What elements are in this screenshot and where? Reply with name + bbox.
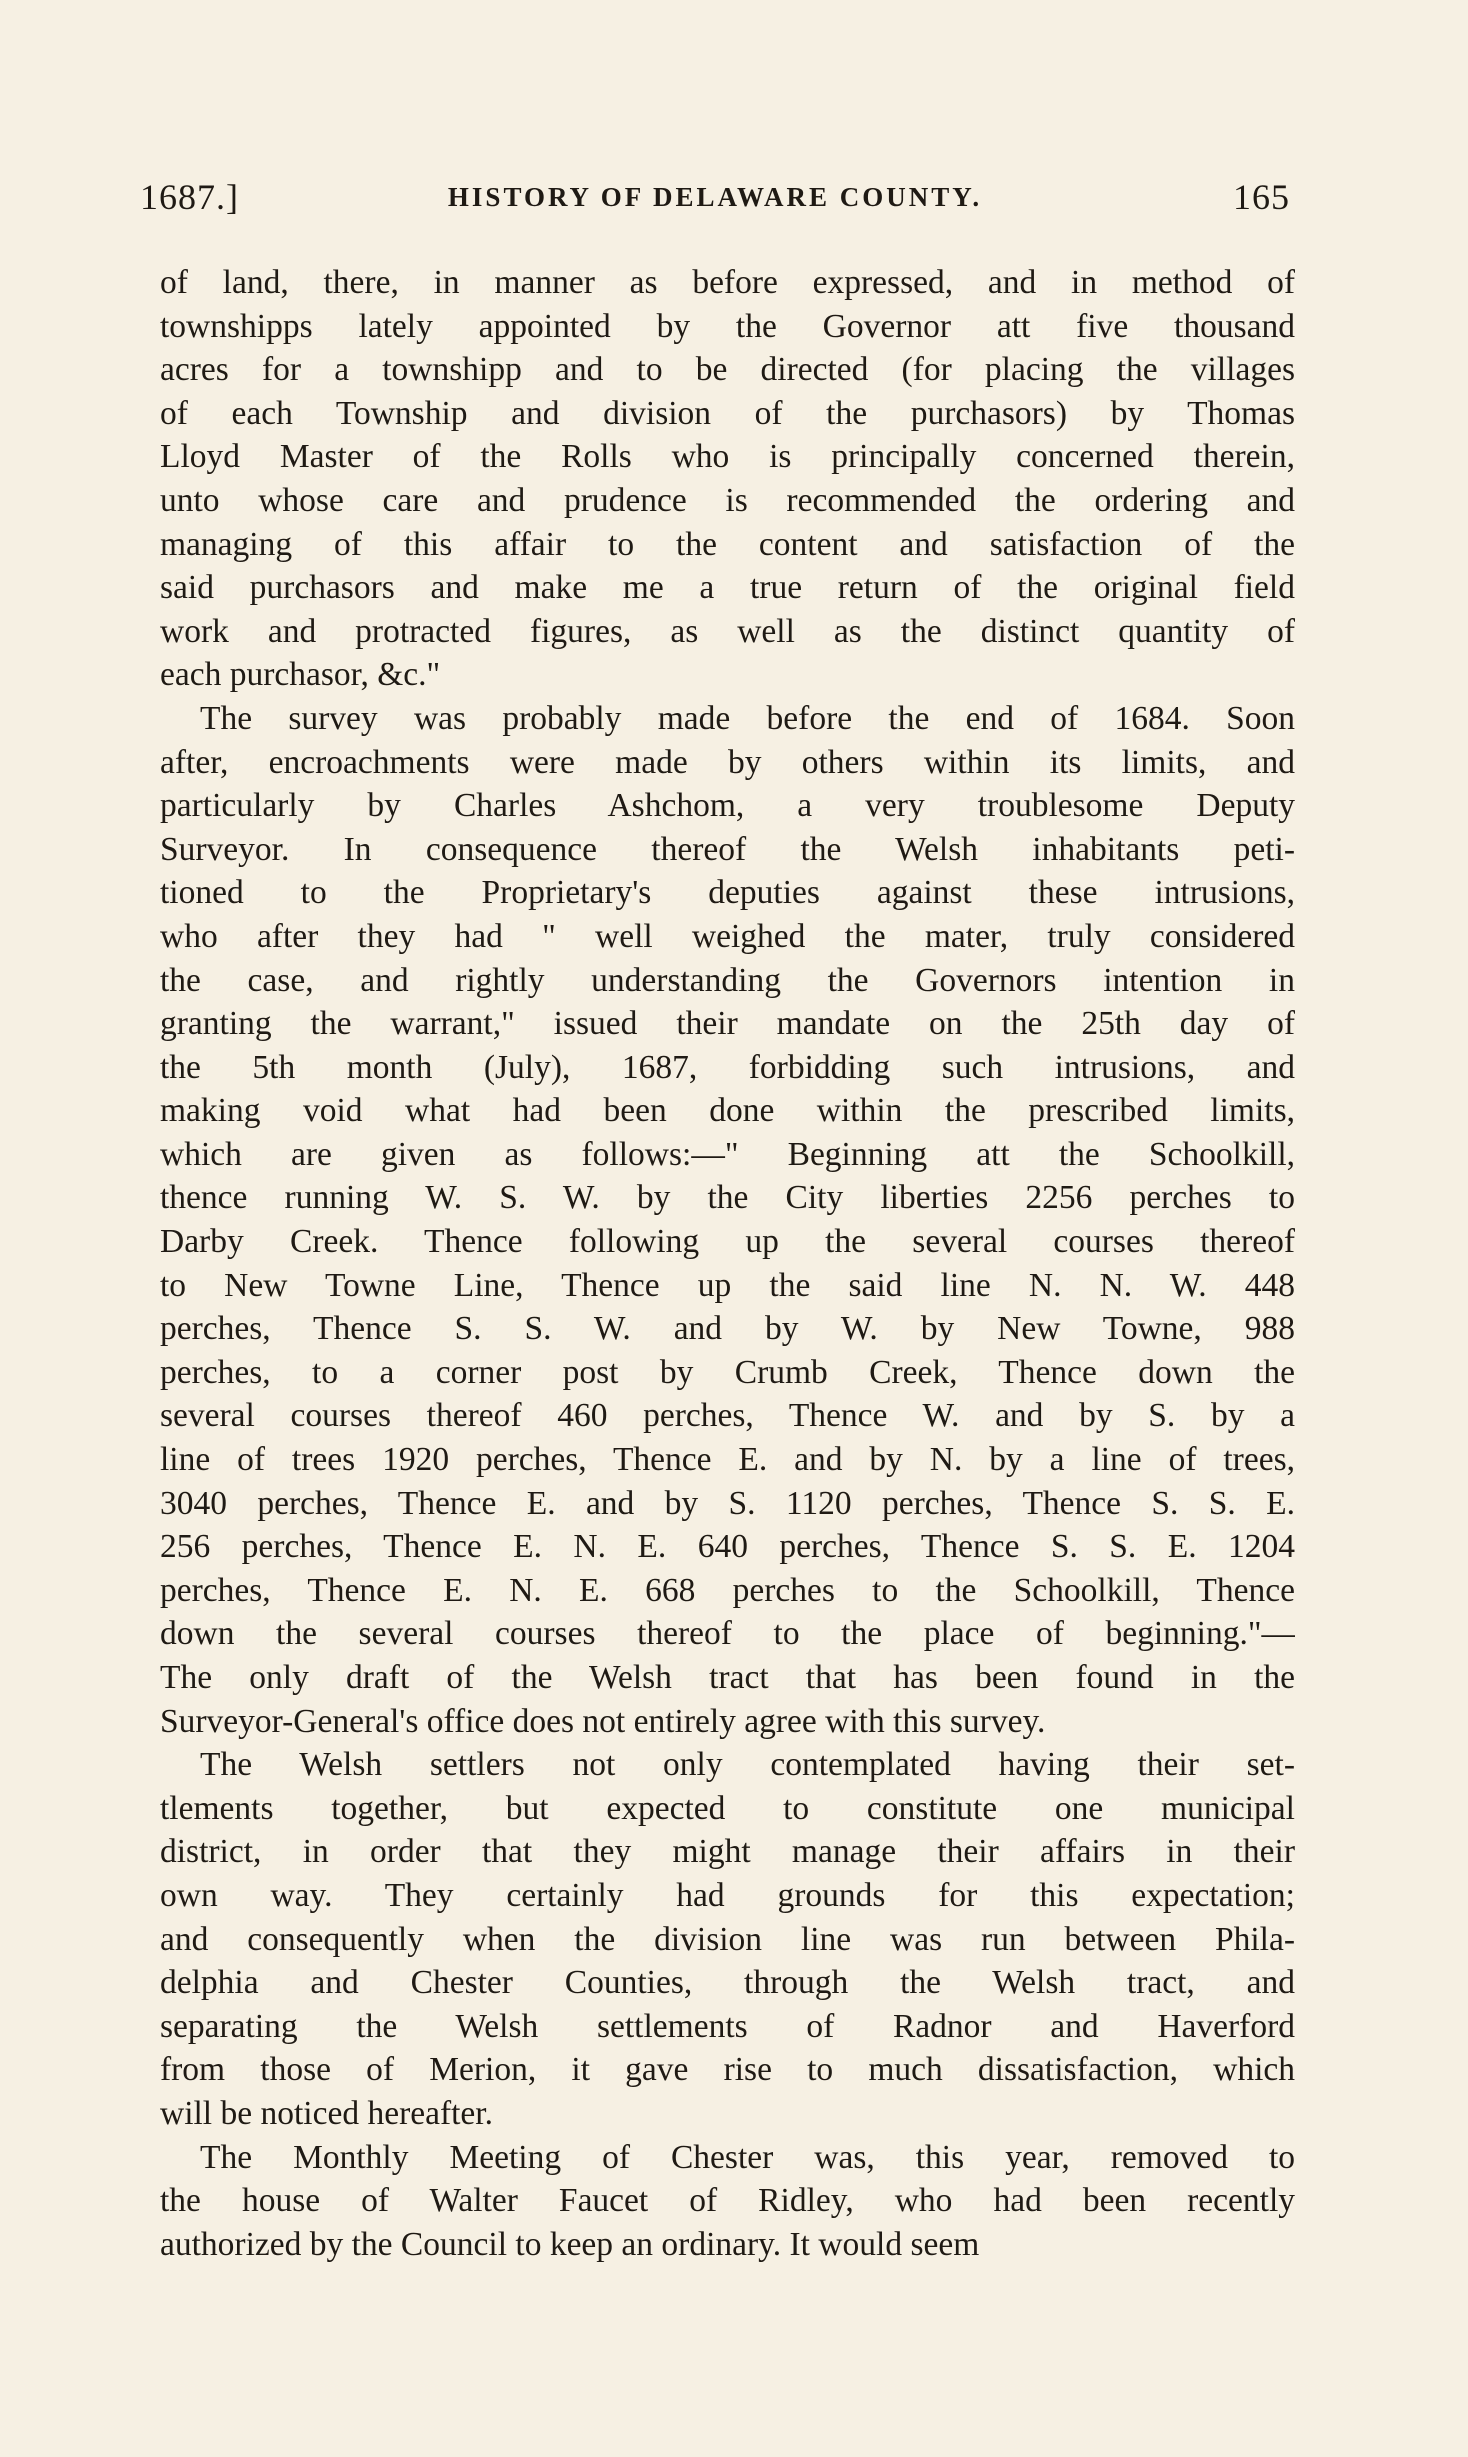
text-line: The survey was probably made before the end of 1684. Soon	[200, 699, 1295, 737]
text-line: making void what had been done within the prescribed limits,	[160, 1092, 1295, 1130]
text-line: who after they had " well weighed the mater, truly considered	[160, 917, 1295, 955]
text-line: unto whose care and prudence is recommended the ordering and	[160, 481, 1295, 519]
text-line: and consequently when the division line was run between Phila-	[160, 1920, 1295, 1958]
text-line: district, in order that they might manage their affairs in their	[160, 1833, 1295, 1871]
text-line: granting the warrant," issued their mandate on the 25th day of	[160, 1005, 1295, 1043]
text-line: said purchasors and make me a true return of the original field	[160, 569, 1295, 607]
text-line: authorized by the Council to keep an ordinary. It would seem	[160, 2225, 980, 2263]
text-line: down the several courses thereof to the place of beginning."—	[160, 1615, 1295, 1653]
text-line: tlements together, but expected to constitute one municipal	[160, 1789, 1295, 1827]
running-head-title: HISTORY OF DELAWARE COUNTY.	[447, 182, 983, 212]
text-line: the house of Walter Faucet of Ridley, who had been recently	[160, 2182, 1295, 2220]
running-head	[140, 176, 1290, 232]
text-line: work and protracted figures, as well as the distinct quantity of	[160, 612, 1295, 650]
running-head-year: 1687.]	[140, 177, 239, 217]
text-line: Surveyor. In consequence thereof the Welsh inhabitants peti-	[160, 830, 1295, 868]
text-line: which are given as follows:—" Beginning att the Schoolkill,	[160, 1135, 1295, 1173]
text-line: to New Towne Line, Thence up the said line N. N. W. 448	[160, 1266, 1295, 1304]
text-line: perches, Thence S. S. W. and by W. by New Towne, 988	[160, 1310, 1295, 1348]
text-line: from those of Merion, it gave rise to much dissatisfaction, which	[160, 2051, 1295, 2089]
paragraph	[160, 261, 1295, 697]
text-line: of land, there, in manner as before expressed, and in method of	[160, 264, 1295, 301]
text-line: will be noticed hereafter.	[160, 2094, 493, 2132]
text-line: after, encroachments were made by others within its limits, and	[160, 743, 1295, 781]
paragraph	[160, 1743, 1295, 2135]
text-line: several courses thereof 460 perches, Thence W. and by S. by a	[160, 1397, 1295, 1435]
body-text	[160, 261, 1295, 2266]
text-line: the 5th month (July), 1687, forbidding such intrusions, and	[160, 1048, 1295, 1086]
text-line: Darby Creek. Thence following up the several courses thereof	[160, 1223, 1295, 1261]
text-line: particularly by Charles Ashchom, a very troublesome Deputy	[160, 787, 1295, 825]
paragraph	[160, 697, 1295, 1743]
text-line: thence running W. S. W. by the City liberties 2256 perches to	[160, 1179, 1295, 1217]
paragraph	[160, 2136, 1295, 2267]
text-line: The only draft of the Welsh tract that has been found in the	[160, 1659, 1295, 1696]
text-line: managing of this affair to the content and satisfaction of the	[160, 525, 1295, 563]
text-line: separating the Welsh settlements of Radnor and Haverford	[160, 2007, 1295, 2045]
text-line: The Monthly Meeting of Chester was, this year, removed to	[200, 2138, 1295, 2176]
text-line: Lloyd Master of the Rolls who is principally concerned therein,	[160, 438, 1295, 476]
text-line: Surveyor-General's office does not entirely agree with this survey.	[160, 1702, 1046, 1740]
text-line: perches, Thence E. N. E. 668 perches to the Schoolkill, Thence	[160, 1571, 1295, 1609]
text-line: perches, to a corner post by Crumb Creek, Thence down the	[160, 1353, 1295, 1391]
page-number: 165	[1233, 177, 1290, 217]
text-line: townshipps lately appointed by the Governor att five thousand	[160, 307, 1295, 345]
text-line: of each Township and division of the purchasors) by Thomas	[160, 394, 1295, 432]
text-line: tioned to the Proprietary's deputies against these intrusions,	[160, 874, 1295, 912]
text-line: The Welsh settlers not only contemplated having their set-	[200, 1746, 1295, 1784]
text-line: line of trees 1920 perches, Thence E. and by N. by a line of trees,	[160, 1441, 1295, 1479]
text-line: the case, and rightly understanding the Governors intention in	[160, 961, 1295, 999]
text-line: 3040 perches, Thence E. and by S. 1120 perches, Thence S. S. E.	[160, 1484, 1295, 1522]
text-line: 256 perches, Thence E. N. E. 640 perches, Thence S. S. E. 1204	[160, 1528, 1295, 1566]
text-line: each purchasor, &c."	[160, 656, 441, 694]
text-line: delphia and Chester Counties, through the Welsh tract, and	[160, 1964, 1295, 2002]
text-line: acres for a townshipp and to be directed (for placing the villages	[160, 351, 1295, 389]
text-line: own way. They certainly had grounds for this expectation;	[160, 1876, 1295, 1914]
